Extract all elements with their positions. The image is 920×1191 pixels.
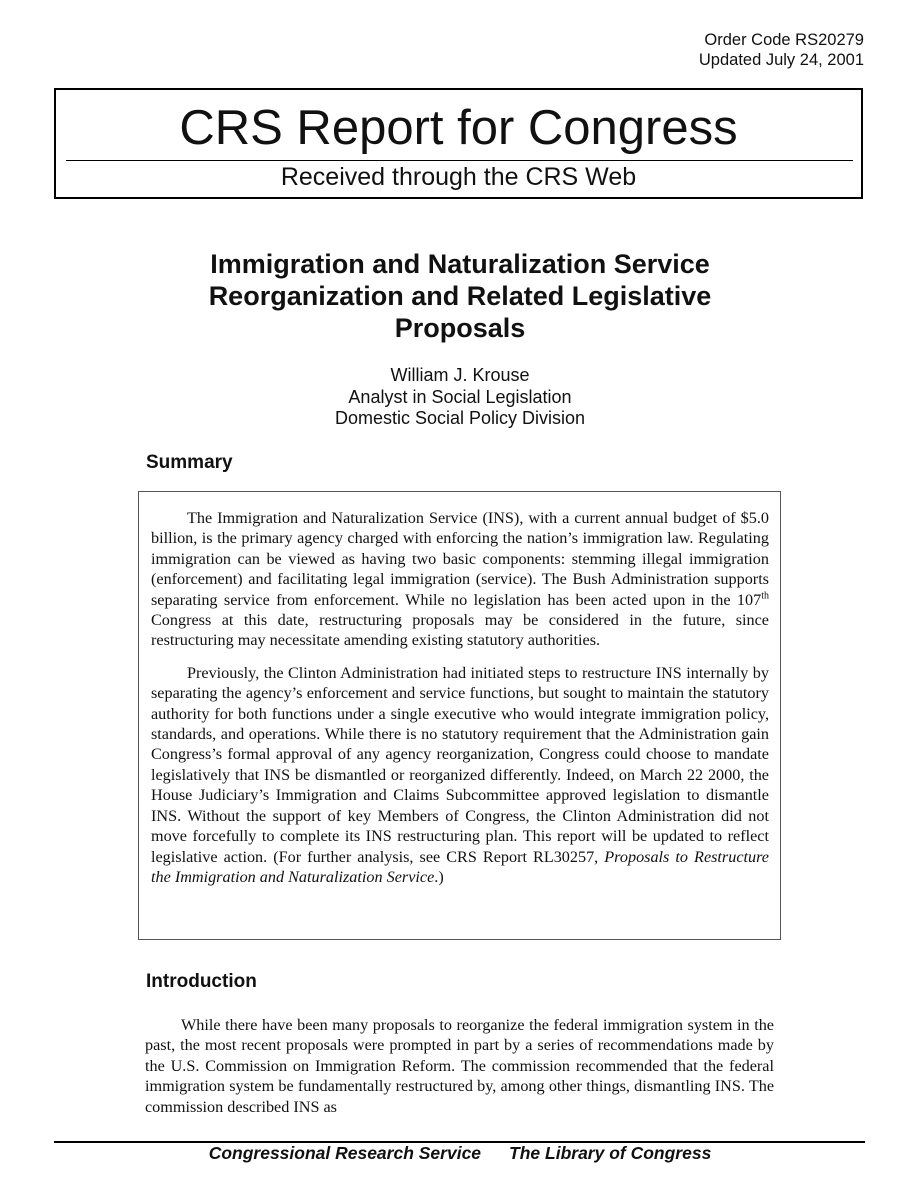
author-division: Domestic Social Policy Division [334, 408, 586, 428]
report-banner [54, 88, 863, 199]
document-title-line: Proposals [394, 313, 526, 343]
summary-paragraph-2 [151, 663, 769, 887]
banner-subtitle: Received through the CRS Web [280, 163, 637, 191]
summary-box [138, 491, 781, 940]
author-block [100, 365, 820, 430]
updated-date: Updated July 24, 2001 [698, 51, 864, 69]
report-citation-title: Proposals to Restructure the Immigration and Naturalization Service [151, 847, 769, 886]
summary-p2-end: .) [434, 867, 444, 886]
summary-p1-text: The Immigration and Naturalization Service (INS), with a current annual budget of $5.0 billion, is the primary agency charged with enforcing the nation’s immigration law. Regulating immigration can be viewed as having two basic components: stemming illegal immigration (enforcement) and facilitating legal immigration (service). The Bush Administration supports separating service from enforcement. While no legislation has been acted upon in the 107 [151, 509, 769, 609]
introduction-body [145, 1015, 774, 1117]
author-title: Analyst in Social Legislation [348, 386, 572, 407]
summary-p1-text-end: Congress at this date, restructuring proposals may be considered in the future, since restructuring may necessitate amending existing statutory authorities. [151, 611, 769, 650]
order-code-block [699, 30, 864, 70]
page-footer [0, 1143, 920, 1163]
footer-right: The Library of Congress [509, 1143, 712, 1163]
document-title [100, 248, 820, 344]
introduction-paragraph-1: While there have been many proposals to reorganize the federal immigration system in the past, the most recent proposals were prompted in part by a series of recommendations made by the U.S. Commission on Immigration Reform. The commission recommended that the federal immigration system be fundamentally restructured by, among other things, dismantling INS. The commission described INS as [145, 1016, 774, 1116]
superscript: th [761, 590, 769, 602]
footer-left: Congressional Research Service [208, 1143, 482, 1163]
author-name: William J. Krouse [390, 365, 530, 385]
summary-p2-text: Previously, the Clinton Administration had initiated steps to restructure INS internally by separating the agency’s enforcement and service functions, but sought to maintain the statutory authority for both functions under a single executive who would integrate immigration policy, standards, and operations. While there is no statutory requirement that the Administration gain Congress’s formal approval of any agency reorganization, Congress could choose to mandate legislatively that INS be dismantled or reorganized differently. Indeed, on March 22 2000, the House Judiciary’s Immigration and Claims Subcommittee approved legislation to dismantle INS. Without the support of key Members of Congress, the Clinton Administration did not move forcefully to complete its INS restructuring plan. This report will be updated to reflect legislative action. (For further analysis, see CRS Report RL30257, [151, 663, 769, 866]
banner-divider [66, 160, 853, 161]
banner-title: CRS Report for Congress [179, 101, 738, 155]
order-code: Order Code RS20279 [704, 31, 864, 49]
summary-heading: Summary [146, 452, 233, 473]
summary-paragraph-1 [151, 508, 769, 651]
document-title-line: Reorganization and Related Legislative [208, 281, 712, 311]
document-title-line: Immigration and Naturalization Service [210, 249, 710, 279]
introduction-heading: Introduction [146, 971, 257, 992]
